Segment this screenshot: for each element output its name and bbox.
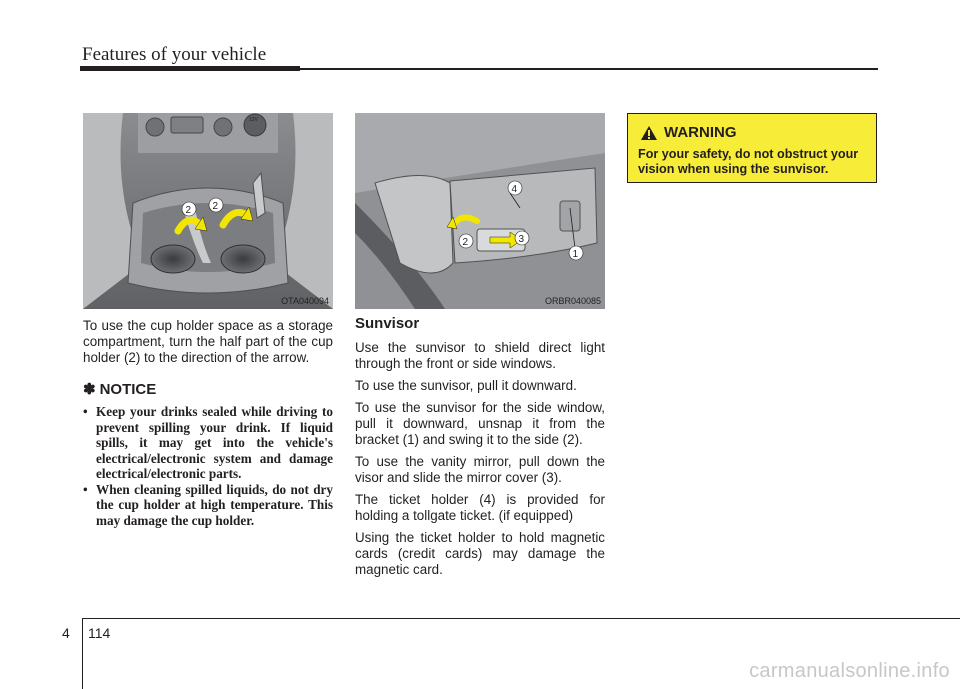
callout-2: 2 [462, 237, 469, 248]
watermark: carmanualsonline.info [749, 660, 950, 682]
section-title: Sunvisor [355, 315, 420, 332]
sunvisor-figure [355, 113, 605, 309]
left-column [83, 318, 333, 528]
page-number: 114 [88, 625, 111, 641]
sunvisor-paragraph: Use the sunvisor to shield direct light through the front or side windows. [355, 340, 605, 371]
footer-rule-vertical [82, 618, 83, 689]
header-title: Features of your vehicle [82, 44, 267, 65]
sunvisor-paragraph: To use the vanity mirror, pull down the visor and slide the mirror cover (3). [355, 454, 605, 485]
figure-code: OTA040094 [281, 296, 329, 306]
header-rule-thick [80, 66, 300, 71]
sunvisor-paragraph: The ticket holder (4) is provided for holding a tollgate ticket. (if equipped) [355, 492, 605, 523]
cupholder-intro: To use the cup holder space as a storage compartment, turn the half part of the cup holder (2) to the direction of the arrow. [83, 318, 333, 365]
figure-code: ORBR040085 [544, 296, 601, 306]
warning-text: For your safety, do not obstruct your vision when using the sunvisor. [638, 147, 859, 176]
sunvisor-column [355, 316, 605, 584]
callout-2a: 2 [185, 205, 192, 216]
warning-title: WARNING [664, 124, 737, 141]
sunvisor-paragraph: To use the sunvisor, pull it downward. [355, 378, 577, 393]
bullet-icon: • [83, 404, 88, 419]
footer-rule-horizontal [82, 618, 960, 619]
callout-4: 4 [511, 184, 518, 195]
notice-heading [83, 382, 333, 398]
callout-2b: 2 [212, 201, 219, 212]
bullet-icon: • [83, 481, 88, 497]
chapter-number: 4 [62, 625, 70, 641]
cupholder-figure [83, 113, 333, 309]
notice-star-icon: ✽ [83, 381, 96, 398]
notice-item: • Keep your drinks sealed while driving to prevent spilling your drink. If liquid spills, it may get into the vehicle's electrical/electronic system and damage electrical/electronic parts. [83, 404, 333, 481]
header-rule-thin [300, 68, 878, 70]
cupholder-illustration [83, 113, 333, 309]
notice-title: NOTICE [99, 381, 157, 398]
warning-box [627, 113, 877, 183]
callout-3: 3 [518, 234, 525, 245]
warning-triangle-icon [640, 125, 658, 141]
callout-1: 1 [572, 249, 579, 260]
sunvisor-paragraph: Using the ticket holder to hold magnetic cards (credit cards) may damage the magnetic card. [355, 530, 605, 577]
sunvisor-paragraph: To use the sunvisor for the side window, pull it downward, unsnap it from the bracket (1) and swing it to the side (2). [355, 400, 605, 447]
socket-label: 12V [249, 117, 258, 123]
warning-heading [640, 124, 737, 141]
notice-list [83, 404, 333, 528]
notice-item: • When cleaning spilled liquids, do not dry the cup holder at high temperature. This may damage the cup holder. [83, 481, 333, 528]
sunvisor-illustration [355, 113, 605, 309]
